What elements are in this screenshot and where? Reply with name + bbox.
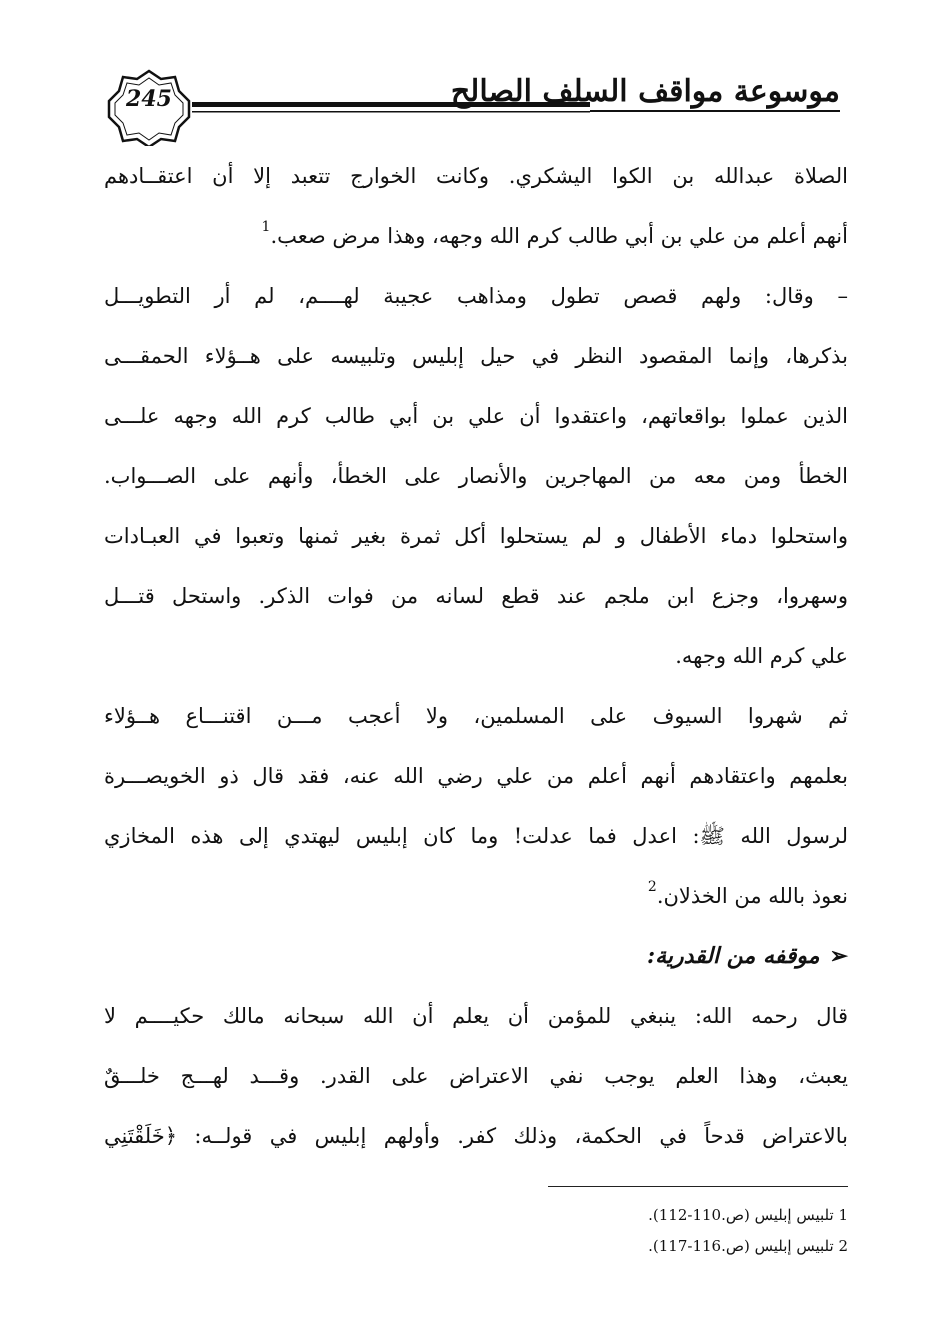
text-line: يعبث، وهذا العلم يوجب نفي الاعتراض على القدر. وقـــد لهـــج خلـــقٌ [104,1064,848,1088]
footnote-ref[interactable]: 2 [647,879,657,895]
text-line: علي كرم الله وجهه. [675,644,848,668]
text-line: الصلاة عبدالله بن الكوا اليشكري. وكانت الخوارج تتعبد إلا أن اعتقــادهم [104,164,848,188]
text-line-content: نعوذ بالله من الخذلان. [656,884,848,908]
footnote-separator [548,1186,848,1187]
paragraph-2 [104,266,848,686]
text-line: بعلمهم واعتقادهم أنهم أعلم من علي رضي الله عنه، فقد قال ذو الخويصـــرة [104,764,848,788]
footnote-1: 1 تلبيس إبليس (ص.110-112). [648,1206,848,1224]
text-line: واستحلوا دماء الأطفال و لم يستحلوا أكل ثمرة بغير ثمنها وتعبوا في العبـادات [104,524,848,548]
page-header [100,66,840,146]
arrow-bullet-icon: ➢ [829,943,848,969]
footnote-ref[interactable]: 1 [261,219,271,235]
paragraph-3 [104,686,848,926]
page-number: 245 [126,86,172,112]
footnote-2: 2 تلبيس إبليس (ص.116-117). [648,1237,848,1255]
paragraph-4 [104,986,848,1166]
text-line: لرسول الله ﷺ: اعدل فما عدلت! وما كان إبليس ليهتدي إلى هذه المخازي [104,824,848,848]
text-line: بذكرها، وإنما المقصود النظر في حيل إبليس وتلبيسه على هــؤلاء الحمقـــى [104,344,848,368]
text-line: بالاعتراض قدحاً في الحكمة، وذلك كفر. وأولهم إبليس في قولــه: ﴿خَلَقْتَنِي [104,1124,848,1148]
text-line [104,866,848,926]
text-line: الخطأ ومن معه من المهاجرين والأنصار على الخطأ، وأنهم على الصـــواب. [104,464,848,488]
section-heading-text: موقفه من القدرية: [646,943,820,969]
text-line: ثم شهروا السيوف على المسلمين، ولا أعجب مـــن اقتنـــاع هــؤلاء [104,704,848,728]
text-line-content: أنهم أعلم من علي بن أبي طالب كرم الله وجهه، وهذا مرض صعب. [270,224,848,248]
text-line: وسهروا، وجزع ابن ملجم عند قطع لسانه من فوات الذكر. واستحل قتـــل [104,584,848,608]
footnotes [548,1200,848,1262]
text-line: الذين عملوا بواقعاتهم، واعتقدوا أن علي بن أبي طالب كرم الله وجهه علـــى [104,404,848,428]
text-line: قال رحمه الله: ينبغي للمؤمن أن يعلم أن الله سبحانه مالك حكيــــم لا [104,1004,848,1028]
main-text [104,146,848,1166]
paragraph-1 [104,146,848,266]
section-heading [104,926,848,986]
text-line [104,206,848,266]
book-title: موسوعة مواقف السلف الصالح [450,74,840,109]
text-line: – وقال: ولهم قصص تطول ومذاهب عجيبة لهــــم، لم أر التطويـــل [104,284,848,308]
